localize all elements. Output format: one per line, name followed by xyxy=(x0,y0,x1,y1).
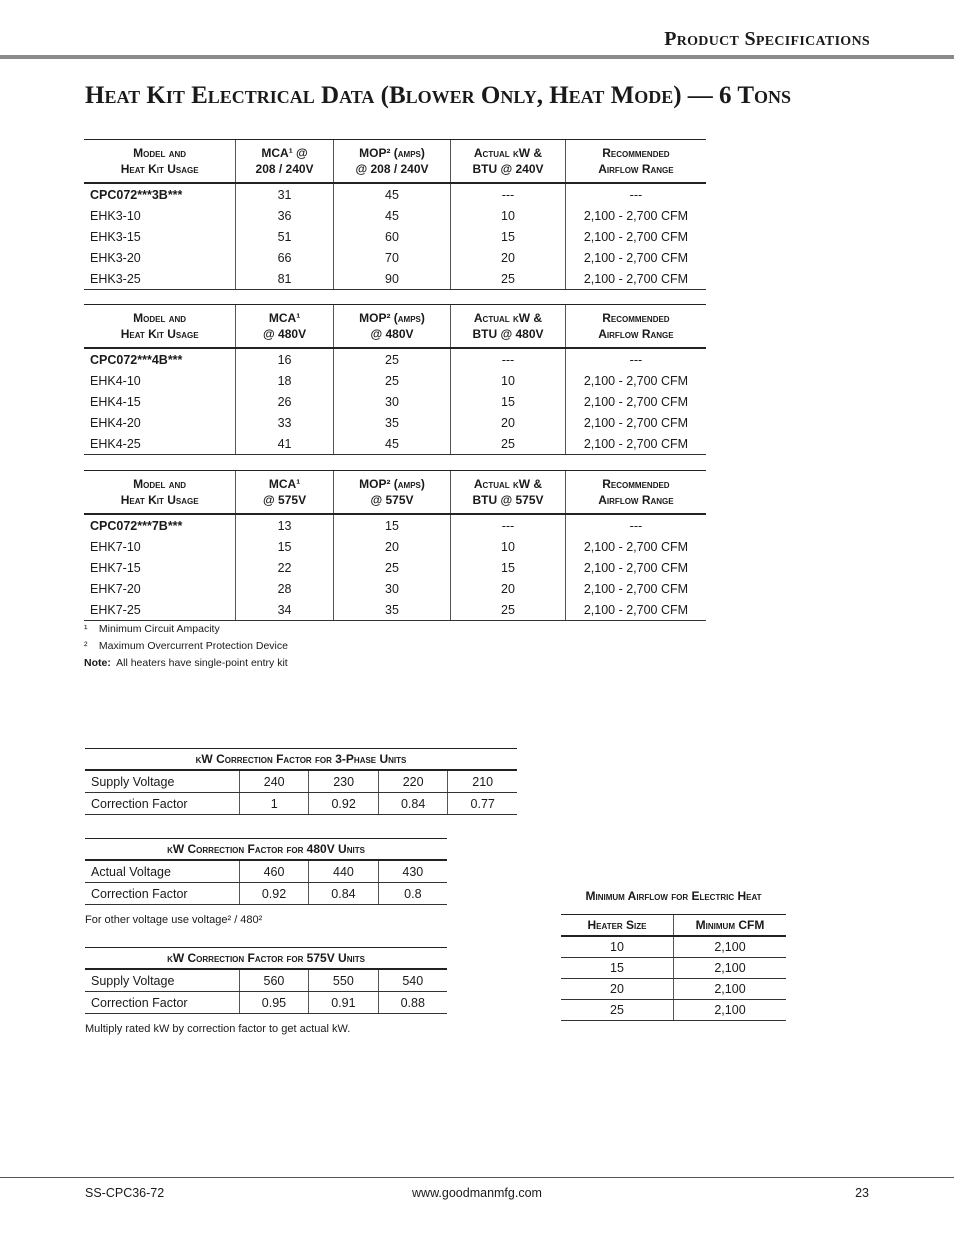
table-row xyxy=(561,979,786,1000)
column-header: Heater Size xyxy=(561,915,674,937)
value-cell: 25 xyxy=(333,557,450,578)
model-cell: CPC072***7B*** xyxy=(90,518,183,533)
value-cell: 2,100 - 2,700 CFM xyxy=(565,268,706,290)
value-cell: 2,100 - 2,700 CFM xyxy=(565,205,706,226)
value-cell: 30 xyxy=(333,578,450,599)
model-cell: EHK4-10 xyxy=(90,373,141,388)
table-title: kW Correction Factor for 575V Units xyxy=(85,947,447,970)
value-cell: 2,100 xyxy=(674,979,787,1000)
header-row xyxy=(84,140,706,184)
correction-table-3phase xyxy=(85,748,517,815)
model-cell: EHK3-15 xyxy=(90,229,141,244)
note: Note: All heaters have single-point entry kit xyxy=(84,657,288,669)
value-cell: 2,100 - 2,700 CFM xyxy=(565,578,706,599)
row-label: Supply Voltage xyxy=(85,771,239,793)
model-cell: EHK3-20 xyxy=(90,250,141,265)
value-cell: 30 xyxy=(333,391,450,412)
row-label: Supply Voltage xyxy=(85,970,239,992)
electrical-data-table-240v xyxy=(84,139,706,290)
value-cell: 25 xyxy=(333,348,450,370)
note-multiply: Multiply rated kW by correction factor to get actual kW. xyxy=(85,1023,351,1035)
model-cell: EHK4-25 xyxy=(84,433,236,455)
value-cell: 0.8 xyxy=(378,883,447,905)
table-row xyxy=(84,247,706,268)
value-cell: 230 xyxy=(309,771,379,793)
table-row xyxy=(84,391,706,412)
value-cell: 550 xyxy=(309,970,378,992)
value-cell: 45 xyxy=(333,183,450,205)
table-row xyxy=(85,970,447,992)
value-cell: 10 xyxy=(451,370,566,391)
column-header: Recommended Airflow Range xyxy=(565,471,706,515)
column-header: MOP² (amps) @ 575V xyxy=(333,471,450,515)
row-label: Correction Factor xyxy=(85,992,239,1014)
footer-doc-id: SS-CPC36-72 xyxy=(85,1186,165,1200)
header-rule xyxy=(0,55,954,59)
model-cell: EHK7-10 xyxy=(90,539,141,554)
table-row xyxy=(84,268,706,290)
value-cell: 2,100 - 2,700 CFM xyxy=(565,247,706,268)
table-row xyxy=(85,861,447,883)
value-cell: --- xyxy=(451,348,566,370)
value-cell: 2,100 - 2,700 CFM xyxy=(565,557,706,578)
value-cell: 10 xyxy=(561,936,674,958)
column-header: Model and Heat Kit Usage xyxy=(84,305,236,349)
value-cell: 240 xyxy=(239,771,308,793)
value-cell: 18 xyxy=(236,370,334,391)
min-airflow-table xyxy=(561,914,786,1021)
value-cell: 35 xyxy=(333,412,450,433)
value-cell: 430 xyxy=(378,861,447,883)
value-cell: --- xyxy=(565,348,706,370)
correction-table-575v xyxy=(85,947,447,1014)
row-label: Correction Factor xyxy=(85,793,239,815)
value-cell: 15 xyxy=(561,958,674,979)
value-cell: 33 xyxy=(236,412,334,433)
value-cell: --- xyxy=(451,183,566,205)
header-row xyxy=(84,471,706,515)
value-cell: 25 xyxy=(451,599,566,621)
section-title: Product Specifications xyxy=(664,28,870,50)
value-cell: 15 xyxy=(236,536,334,557)
value-cell: 15 xyxy=(333,514,450,536)
model-cell: EHK7-25 xyxy=(84,599,236,621)
value-cell: 0.92 xyxy=(239,883,308,905)
table-row xyxy=(85,793,517,815)
value-cell: 45 xyxy=(333,433,450,455)
value-cell: 35 xyxy=(333,599,450,621)
value-cell: 2,100 - 2,700 CFM xyxy=(565,599,706,621)
table-row xyxy=(84,370,706,391)
value-cell: --- xyxy=(451,514,566,536)
value-cell: 31 xyxy=(236,183,334,205)
value-cell: 16 xyxy=(236,348,334,370)
table-row xyxy=(561,1000,786,1021)
model-cell: EHK4-15 xyxy=(90,394,141,409)
column-header: MCA¹ @ 208 / 240V xyxy=(236,140,334,184)
column-header: MCA¹ @ 575V xyxy=(236,471,334,515)
value-cell: 60 xyxy=(333,226,450,247)
footnote-2: ² Maximum Overcurrent Protection Device xyxy=(84,640,288,652)
table-row xyxy=(85,992,447,1014)
value-cell: 13 xyxy=(236,514,334,536)
value-cell: 70 xyxy=(333,247,450,268)
value-cell: 0.95 xyxy=(239,992,308,1014)
value-cell: 2,100 - 2,700 CFM xyxy=(565,536,706,557)
column-header: MOP² (amps) @ 208 / 240V xyxy=(333,140,450,184)
model-cell: EHK7-15 xyxy=(90,560,141,575)
value-cell: 25 xyxy=(451,433,566,455)
value-cell: 0.84 xyxy=(309,883,378,905)
value-cell: 2,100 - 2,700 CFM xyxy=(565,433,706,455)
footer-website: www.goodmanmfg.com xyxy=(412,1186,542,1200)
table-row xyxy=(84,557,706,578)
value-cell: 66 xyxy=(236,247,334,268)
value-cell: 2,100 - 2,700 CFM xyxy=(565,412,706,433)
min-airflow-title: Minimum Airflow for Electric Heat xyxy=(585,889,762,903)
value-cell: 2,100 - 2,700 CFM xyxy=(565,226,706,247)
value-cell: 20 xyxy=(451,578,566,599)
value-cell: 25 xyxy=(561,1000,674,1021)
column-header: Actual kW & BTU @ 480V xyxy=(451,305,566,349)
column-header: MCA¹ @ 480V xyxy=(236,305,334,349)
value-cell: 15 xyxy=(451,391,566,412)
value-cell: 20 xyxy=(561,979,674,1000)
value-cell: 560 xyxy=(239,970,308,992)
value-cell: 20 xyxy=(451,412,566,433)
value-cell: 81 xyxy=(236,268,334,290)
table-row xyxy=(84,514,706,536)
note-480v: For other voltage use voltage² / 480² xyxy=(85,914,263,926)
table-row xyxy=(85,771,517,793)
column-header: Recommended Airflow Range xyxy=(565,140,706,184)
value-cell: 0.77 xyxy=(448,793,517,815)
row-label: Correction Factor xyxy=(85,883,239,905)
column-header: MOP² (amps) @ 480V xyxy=(333,305,450,349)
footer-rule xyxy=(0,1177,954,1178)
value-cell: 51 xyxy=(236,226,334,247)
model-cell: CPC072***3B*** xyxy=(90,187,183,202)
table-row xyxy=(84,433,706,455)
value-cell: 34 xyxy=(236,599,334,621)
value-cell: 20 xyxy=(451,247,566,268)
value-cell: 15 xyxy=(451,557,566,578)
column-header: Actual kW & BTU @ 240V xyxy=(451,140,566,184)
value-cell: 10 xyxy=(451,536,566,557)
value-cell: 540 xyxy=(378,970,447,992)
value-cell: 0.91 xyxy=(309,992,378,1014)
value-cell: 210 xyxy=(448,771,517,793)
value-cell: 1 xyxy=(239,793,308,815)
table-row xyxy=(84,226,706,247)
correction-table-480v xyxy=(85,838,447,905)
value-cell: 220 xyxy=(378,771,448,793)
value-cell: 0.84 xyxy=(378,793,448,815)
value-cell: 45 xyxy=(333,205,450,226)
table-row xyxy=(84,205,706,226)
model-cell: EHK3-10 xyxy=(90,208,141,223)
value-cell: 0.92 xyxy=(309,793,379,815)
value-cell: 28 xyxy=(236,578,334,599)
table-title: kW Correction Factor for 480V Units xyxy=(85,838,447,861)
value-cell: 0.88 xyxy=(378,992,447,1014)
value-cell: 440 xyxy=(309,861,378,883)
value-cell: 22 xyxy=(236,557,334,578)
electrical-data-table-575v xyxy=(84,470,706,621)
value-cell: --- xyxy=(565,514,706,536)
table-row xyxy=(84,412,706,433)
column-header: Minimum CFM xyxy=(674,915,787,937)
table-row xyxy=(84,183,706,205)
value-cell: 25 xyxy=(451,268,566,290)
model-cell: EHK3-25 xyxy=(84,268,236,290)
value-cell: 10 xyxy=(451,205,566,226)
table-row xyxy=(84,536,706,557)
electrical-data-table-480v xyxy=(84,304,706,455)
table-title: kW Correction Factor for 3-Phase Units xyxy=(85,748,517,771)
column-header: Actual kW & BTU @ 575V xyxy=(451,471,566,515)
column-header: Recommended Airflow Range xyxy=(565,305,706,349)
value-cell: 2,100 - 2,700 CFM xyxy=(565,391,706,412)
value-cell: 41 xyxy=(236,433,334,455)
value-cell: 15 xyxy=(451,226,566,247)
model-cell: EHK4-20 xyxy=(90,415,141,430)
table-row xyxy=(561,958,786,979)
footnotes xyxy=(84,621,288,672)
value-cell: 36 xyxy=(236,205,334,226)
value-cell: 20 xyxy=(333,536,450,557)
table-row xyxy=(84,599,706,621)
value-cell: --- xyxy=(565,183,706,205)
footnote-1: ¹ Minimum Circuit Ampacity xyxy=(84,623,220,635)
value-cell: 26 xyxy=(236,391,334,412)
table-row xyxy=(561,936,786,958)
value-cell: 2,100 - 2,700 CFM xyxy=(565,370,706,391)
value-cell: 25 xyxy=(333,370,450,391)
table-row xyxy=(85,883,447,905)
value-cell: 2,100 xyxy=(674,958,787,979)
header-row xyxy=(84,305,706,349)
value-cell: 460 xyxy=(239,861,308,883)
header-row xyxy=(561,915,786,937)
page-title: Heat Kit Electrical Data (Blower Only, Heat Mode) — 6 Tons xyxy=(85,82,792,109)
row-label: Actual Voltage xyxy=(85,861,239,883)
column-header: Model and Heat Kit Usage xyxy=(84,140,236,184)
table-row xyxy=(84,348,706,370)
model-cell: CPC072***4B*** xyxy=(90,352,183,367)
column-header: Model and Heat Kit Usage xyxy=(84,471,236,515)
value-cell: 2,100 xyxy=(674,1000,787,1021)
value-cell: 90 xyxy=(333,268,450,290)
value-cell: 2,100 xyxy=(674,936,787,958)
table-row xyxy=(84,578,706,599)
model-cell: EHK7-20 xyxy=(90,581,141,596)
footer-page-number: 23 xyxy=(855,1186,869,1200)
